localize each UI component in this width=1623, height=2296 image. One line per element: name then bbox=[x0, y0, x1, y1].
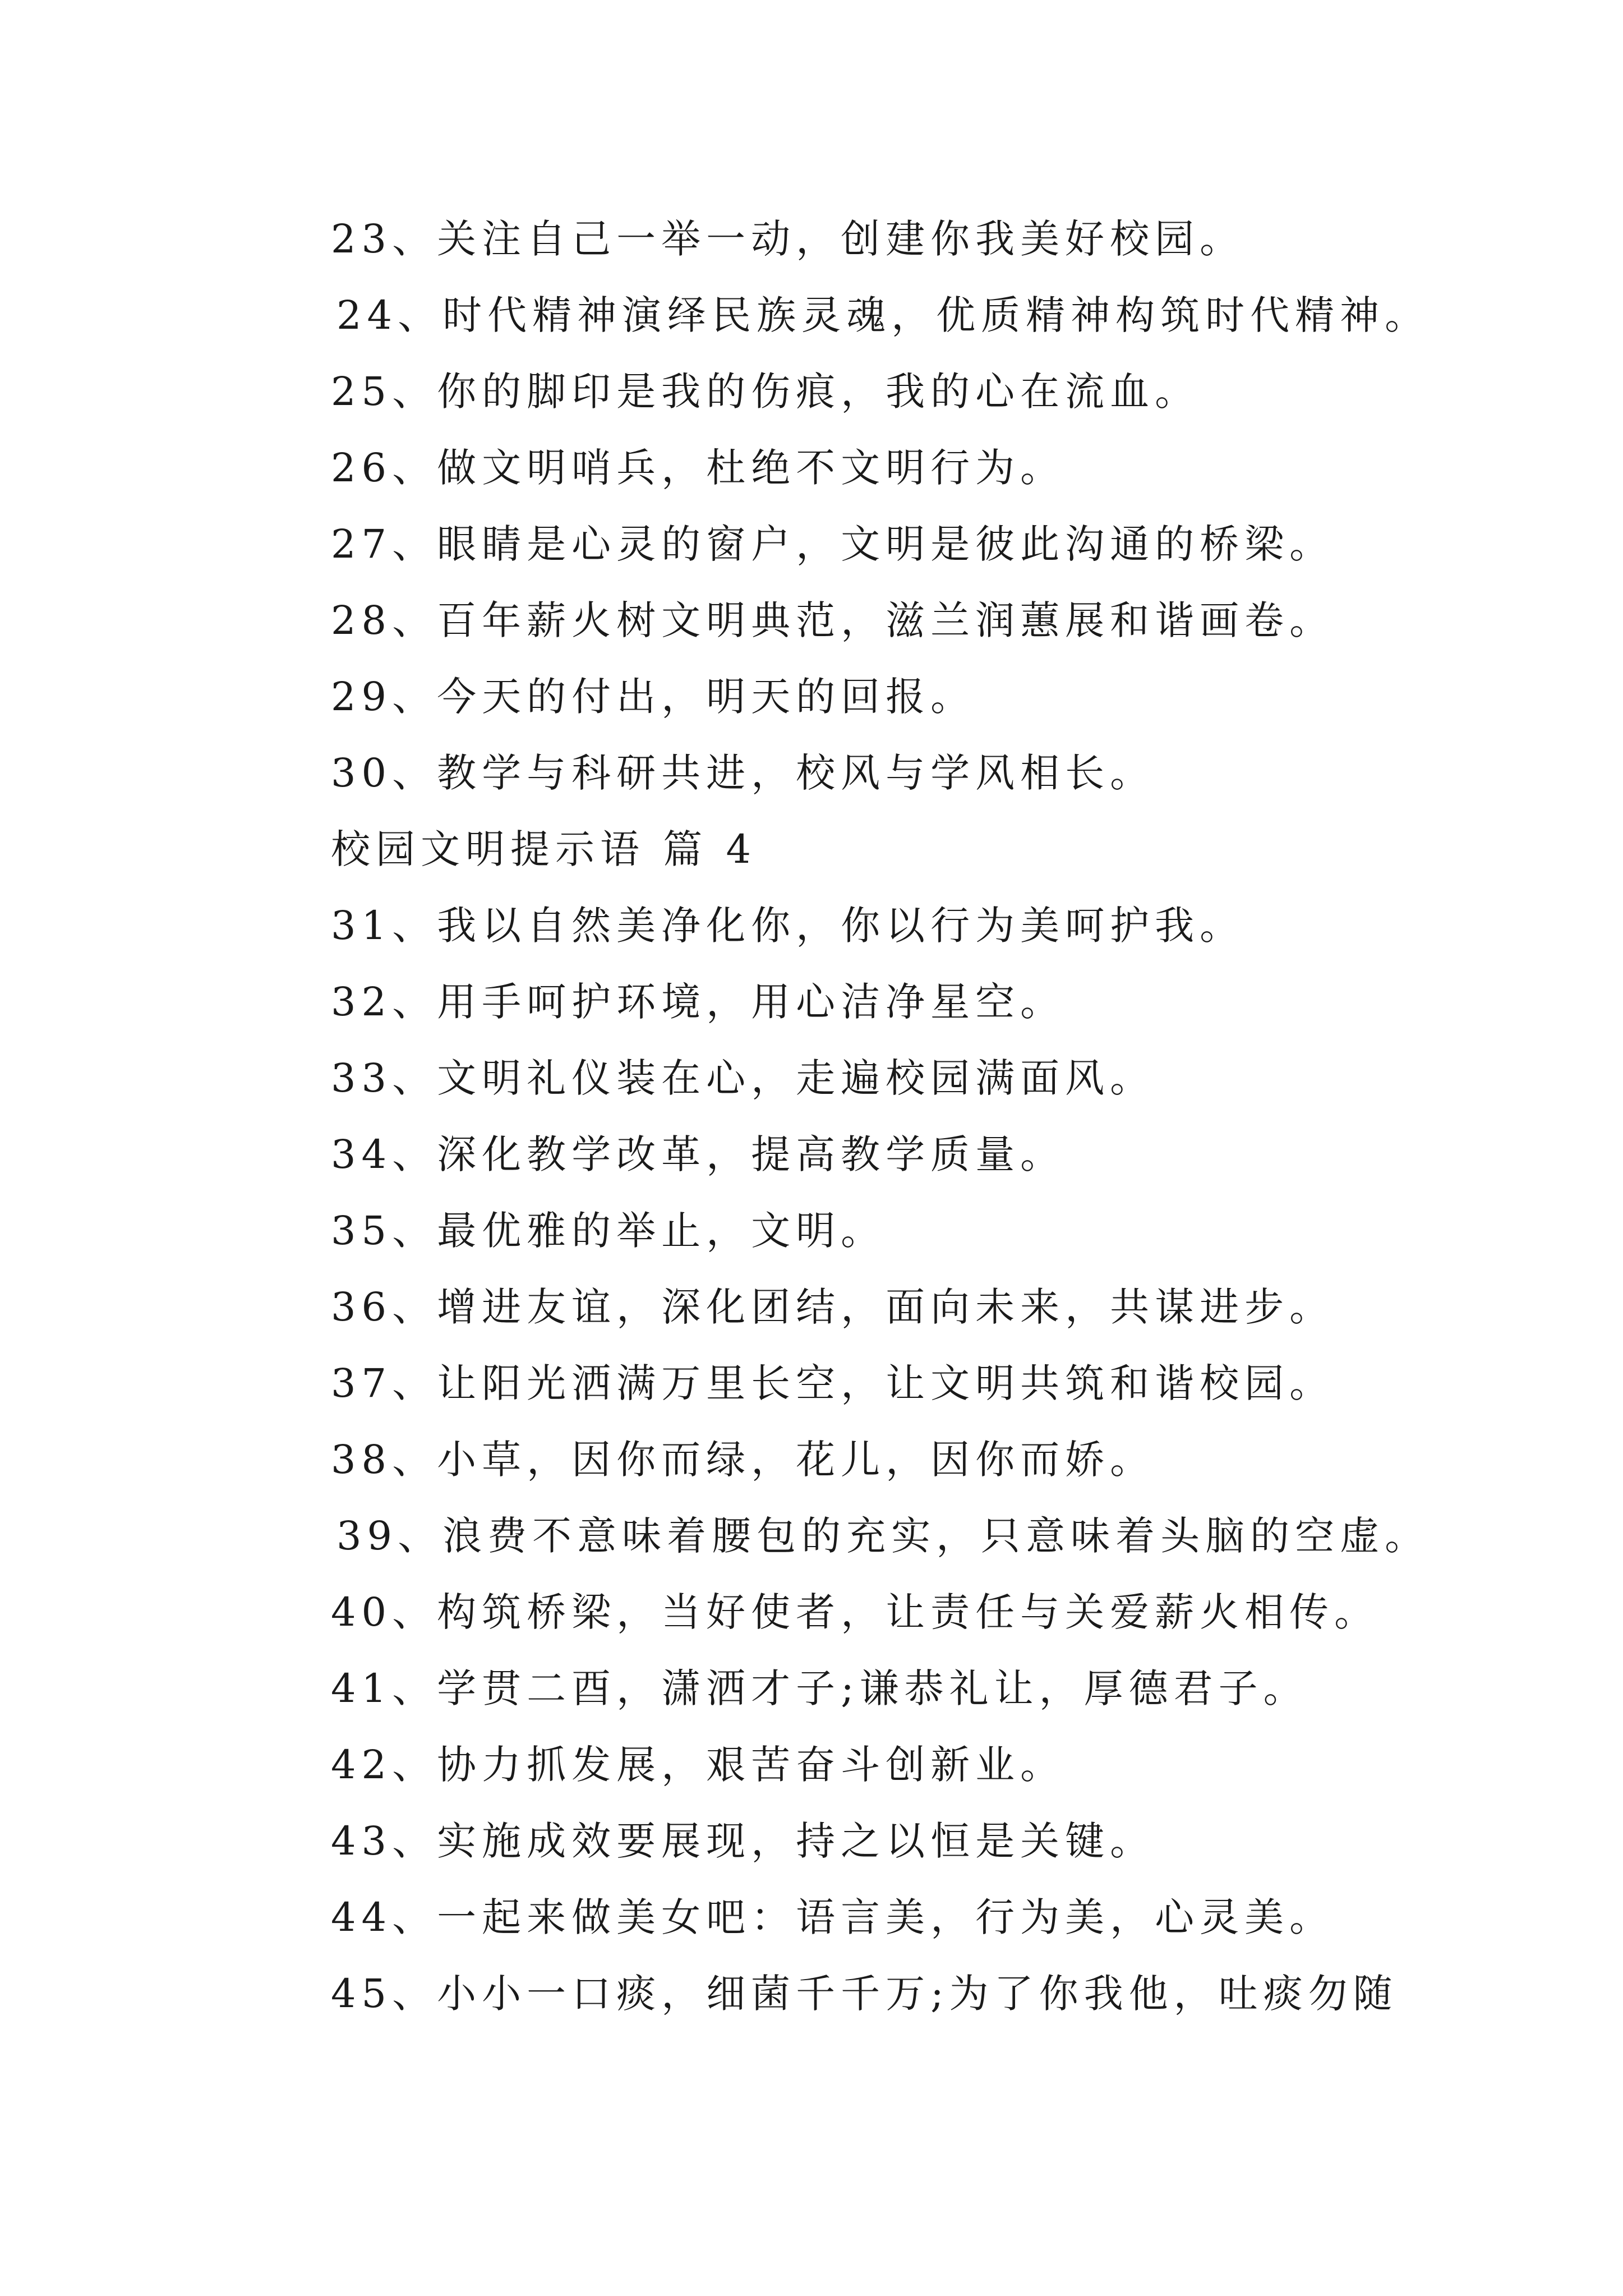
text-line-27: 27、眼睛是心灵的窗户，文明是彼此沟通的桥梁。 bbox=[331, 521, 1335, 567]
text-line-30: 30、教学与科研共进，校风与学风相长。 bbox=[331, 750, 1155, 796]
text-line-39: 39、浪费不意味着腰包的充实，只意味着头脑的空虚。 bbox=[336, 1513, 1430, 1559]
text-line-43: 43、实施成效要展现，持之以恒是关键。 bbox=[331, 1818, 1155, 1864]
text-line-37: 37、让阳光洒满万里长空，让文明共筑和谐校园。 bbox=[331, 1360, 1335, 1406]
text-line-26: 26、做文明哨兵，杜绝不文明行为。 bbox=[331, 445, 1066, 491]
text-line-29: 29、今天的付出，明天的回报。 bbox=[331, 674, 976, 720]
text-line-24: 24、时代精神演绎民族灵魂，优质精神构筑时代精神。 bbox=[336, 292, 1430, 338]
text-line-42: 42、协力抓发展，艰苦奋斗创新业。 bbox=[331, 1742, 1066, 1788]
text-line-36: 36、增进友谊，深化团结，面向未来，共谋进步。 bbox=[331, 1284, 1335, 1330]
text-line-25: 25、你的脚印是我的伤痕，我的心在流血。 bbox=[331, 369, 1200, 415]
text-line-35: 35、最优雅的举止，文明。 bbox=[331, 1208, 886, 1254]
text-line-41: 41、学贯二酉，潇洒才子;谦恭礼让，厚德君子。 bbox=[331, 1665, 1308, 1711]
text-line-34: 34、深化教学改革，提高教学质量。 bbox=[331, 1131, 1066, 1177]
text-line-38: 38、小草，因你而绿，花儿，因你而娇。 bbox=[331, 1437, 1155, 1483]
document-body bbox=[331, 201, 1514, 2032]
text-line-45: 45、小小一口痰，细菌千千万;为了你我他，吐痰勿随 bbox=[331, 1971, 1398, 2017]
text-line-23: 23、关注自己一举一动，创建你我美好校园。 bbox=[331, 216, 1245, 262]
text-line-33: 33、文明礼仪装在心，走遍校园满面风。 bbox=[331, 1055, 1155, 1101]
text-line-32: 32、用手呵护环境，用心洁净星空。 bbox=[331, 979, 1066, 1025]
text-line-44: 44、一起来做美女吧：语言美，行为美，心灵美。 bbox=[331, 1894, 1335, 1940]
text-line-31: 31、我以自然美净化你，你以行为美呵护我。 bbox=[331, 903, 1245, 949]
text-line-40: 40、构筑桥梁，当好使者，让责任与关爱薪火相传。 bbox=[331, 1589, 1380, 1635]
section-heading: 校园文明提示语 篇 4 bbox=[331, 826, 757, 872]
text-line-28: 28、百年薪火树文明典范，滋兰润蕙展和谐画卷。 bbox=[331, 597, 1335, 643]
